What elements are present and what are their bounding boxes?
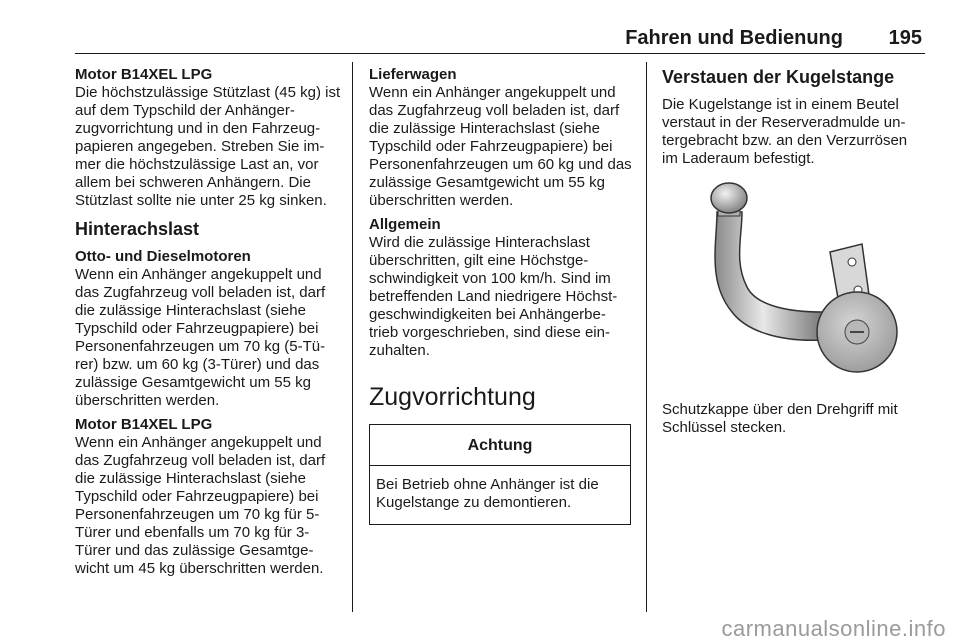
header-rule <box>75 53 925 54</box>
watermark: carmanualsonline.info <box>721 616 946 641</box>
subheading: Lieferwagen <box>369 66 457 83</box>
page-header <box>75 27 925 57</box>
tow-ball-illustration <box>662 182 927 387</box>
chapter-title: Fahren und Bedienung <box>625 27 843 49</box>
paragraph: Wenn ein Anhänger angekuppelt und das Zugfahrzeug voll beladen ist, darf die zulässige Hinterachslast (siehe Typschild oder Fahrzeugpapiere) bei Personenfahrzeugen um 70 kg (5-Tü-rer) bzw. um 60 kg (3-Türer) und das zulässige Gesamtgewicht um 55 kg überschritten werden. <box>75 266 326 409</box>
subheading: Allgemein <box>369 216 441 233</box>
paragraph: Die Kugelstange ist in einem Beutel verstaut in der Reserveradmulde un-tergebracht bzw. an den Verzurrösen im Laderaum befestigt. <box>662 96 908 167</box>
section-title: Hinterachslast <box>75 219 200 239</box>
warning-box <box>369 424 631 525</box>
warning-text: Bei Betrieb ohne Anhänger ist die Kugelstange zu demontieren. <box>376 476 599 511</box>
column-divider-2 <box>646 62 647 612</box>
page-number: 195 <box>888 27 922 49</box>
tow-ball-figure <box>662 182 927 387</box>
chapter-section-title: Zugvorrichtung <box>369 383 536 411</box>
tow-ball <box>711 183 747 213</box>
figure-caption: Schutzkappe über den Drehgriff mit Schlüssel stecken. <box>662 401 898 436</box>
ball-bar <box>715 204 822 340</box>
paragraph: Wird die zulässige Hinterachslast überschritten, gilt eine Höchstge-schwindigkeit von 100 km/h. Sind im betreffenden Land niedrigere Höchst-geschwindigkeiten bei Anhängerbe-trieb vorgeschrieben, sind diese ein-zuhalten. <box>369 234 618 359</box>
handle-disc <box>817 292 897 372</box>
paragraph: Wenn ein Anhänger angekuppelt und das Zugfahrzeug voll beladen ist, darf die zulässige Hinterachslast (siehe Typschild oder Fahrzeugpapiere) bei Personenfahrzeugen um 60 kg und das zulässige Gesamtgewicht um 55 kg überschritten werden. <box>369 84 632 209</box>
column-3 <box>662 66 927 443</box>
column-2 <box>369 66 633 525</box>
column-divider-1 <box>352 62 353 612</box>
paragraph: Die höchstzulässige Stützlast (45 kg) ist auf dem Typschild der Anhänger-zugvorrichtung und in den Fahrzeug-papieren angegeben. Streben Sie im-mer die höchstzulässige Last an, vor allem bei schweren Anhängern. Die Stützlast sollte nie unter 25 kg sinken. <box>75 84 341 209</box>
section-title: Verstauen der Kugelstange <box>662 67 895 87</box>
subheading: Motor B14XEL LPG <box>75 66 213 83</box>
paragraph: Wenn ein Anhänger angekuppelt und das Zugfahrzeug voll beladen ist, darf die zulässige Hinterachslast (siehe Typschild oder Fahrzeugpapiere) bei Personenfahrzeugen um 70 kg für 5-Türer und ebenfalls um 70 kg für 3-Türer und das zulässige Gesamtge-wicht um 45 kg überschritten werden. <box>75 434 326 577</box>
warning-title: Achtung <box>370 425 630 466</box>
column-1 <box>75 66 341 584</box>
subheading: Otto- und Dieselmotoren <box>75 248 251 265</box>
subheading: Motor B14XEL LPG <box>75 416 213 433</box>
